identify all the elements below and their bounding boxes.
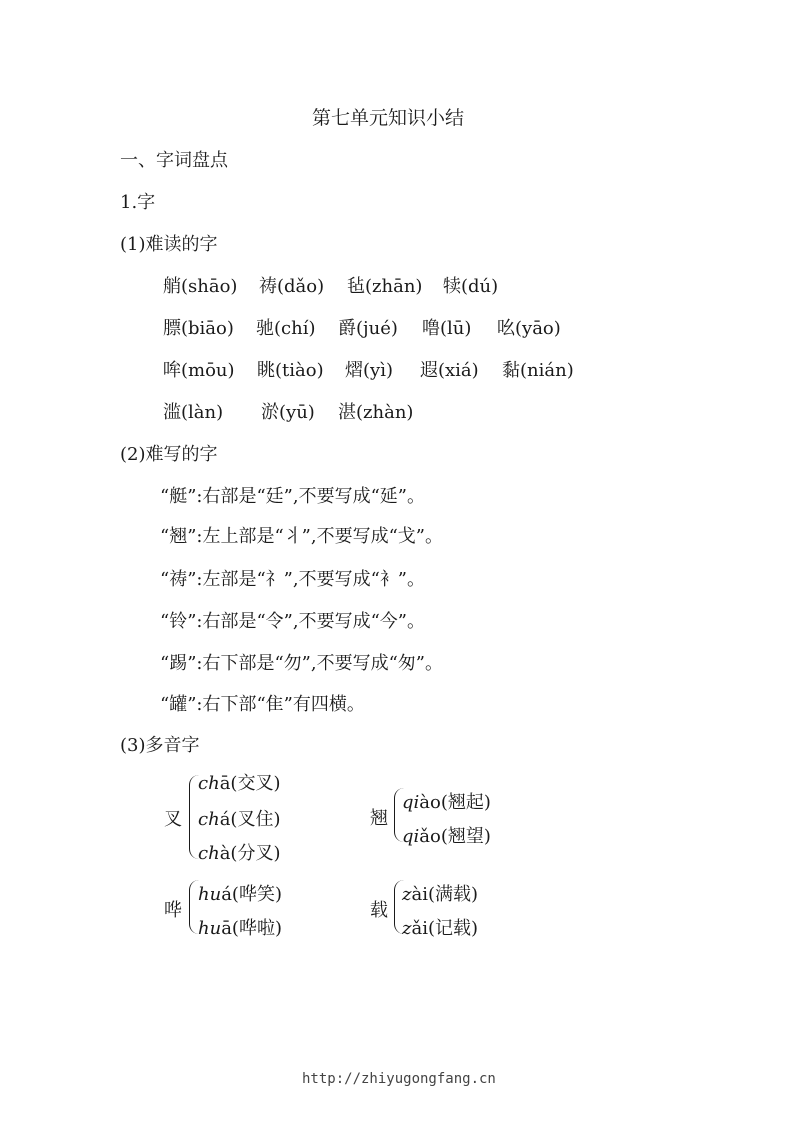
- char-item: 滥(làn): [163, 402, 224, 423]
- char-item: 吆(yāo): [497, 318, 561, 339]
- pinyin-entry: chà(分叉): [198, 843, 281, 864]
- char-item: 遐(xiá): [420, 360, 479, 381]
- char-row-2: [0, 314, 793, 338]
- writing-note: “祷”:左部是“礻”,不要写成“衤”。: [160, 569, 425, 590]
- writing-note: “艇”:右部是“廷”,不要写成“延”。: [160, 486, 425, 507]
- char-row-3: [0, 356, 793, 380]
- pinyin-entry: huā(哗啦): [198, 918, 282, 939]
- pinyin-entry: qiào(翘起): [402, 792, 491, 813]
- char-item: 淤(yū): [261, 402, 315, 423]
- polyphonic-char: 载: [370, 900, 388, 921]
- char-item: 湛(zhàn): [338, 402, 414, 423]
- char-item: 眺(tiào): [257, 360, 324, 381]
- polyphonic-heading: (3)多音字: [120, 735, 200, 756]
- section-heading: 一、字词盘点: [120, 150, 228, 171]
- char-item: 艄(shāo): [163, 276, 238, 297]
- hard-read-heading: (1)难读的字: [120, 234, 218, 255]
- writing-note: “铃”:右部是“令”,不要写成“今”。: [160, 611, 425, 632]
- char-item: 爵(jué): [338, 318, 398, 339]
- writing-note: “翘”:左上部是“⺦”,不要写成“戈”。: [160, 526, 443, 547]
- pinyin-entry: zài(满载): [402, 884, 479, 905]
- polyphonic-char: 叉: [164, 809, 182, 830]
- char-item: 驰(chí): [256, 318, 316, 339]
- pinyin-entry: huá(哗笑): [198, 884, 282, 905]
- char-item: 噜(lū): [422, 318, 472, 339]
- char-item: 毡(zhān): [347, 276, 423, 297]
- pinyin-entry: qiǎo(翘望): [402, 826, 491, 847]
- pinyin-entry: zǎi(记载): [402, 918, 479, 939]
- char-item: 祷(dǎo): [259, 276, 325, 297]
- char-item: 犊(dú): [443, 276, 499, 297]
- subsection-heading: 1.字: [120, 192, 156, 213]
- pinyin-entry: chá(叉住): [198, 809, 281, 830]
- polyphonic-char: 哗: [164, 900, 182, 921]
- pinyin-entry: chā(交叉): [198, 773, 281, 794]
- footer-url: http://zhiyugongfang.cn: [302, 1071, 496, 1087]
- char-row-4: [0, 398, 793, 422]
- char-item: 熠(yì): [345, 360, 393, 381]
- char-item: 膘(biāo): [163, 318, 234, 339]
- writing-note: “罐”:右下部“隹”有四横。: [160, 694, 365, 715]
- writing-note: “踢”:右下部是“勿”,不要写成“匆”。: [160, 653, 443, 674]
- char-item: 黏(nián): [502, 360, 574, 381]
- char-item: 哞(mōu): [163, 360, 235, 381]
- hard-write-heading: (2)难写的字: [120, 444, 218, 465]
- polyphonic-char: 翘: [370, 808, 388, 829]
- page-title: 第七单元知识小结: [312, 107, 465, 129]
- char-row-1: [0, 272, 793, 296]
